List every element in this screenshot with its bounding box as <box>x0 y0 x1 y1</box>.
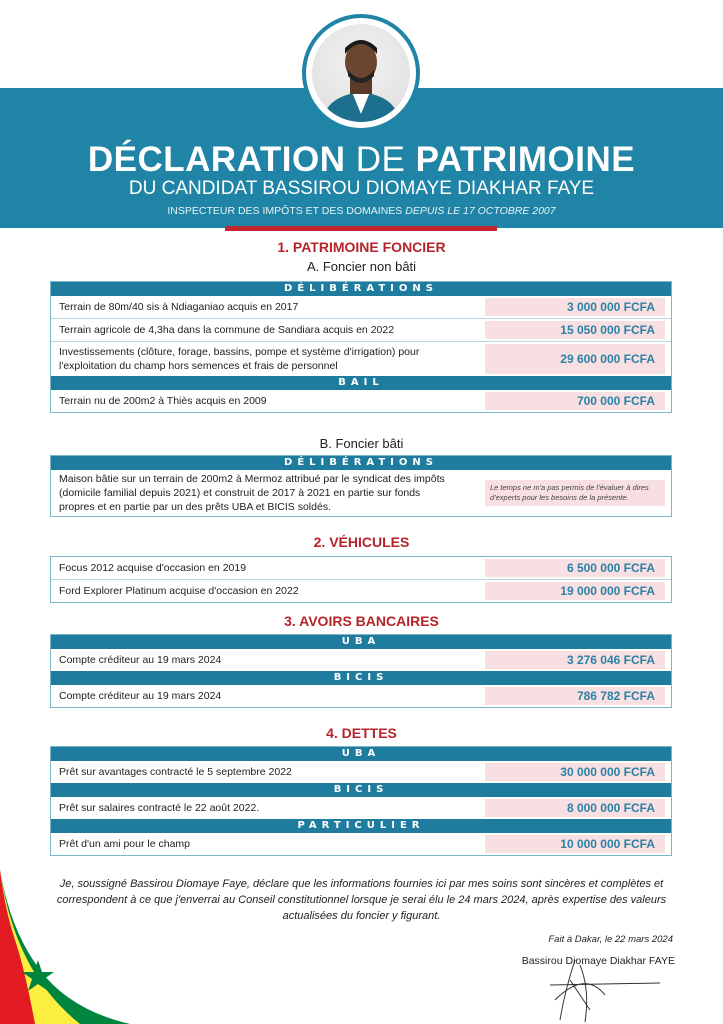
table-header: UBA <box>51 635 671 649</box>
table-vehicules <box>50 556 672 603</box>
table-header: UBA <box>51 747 671 761</box>
table-header: BICIS <box>51 671 671 685</box>
section-title: 4. DETTES <box>326 725 397 741</box>
table-row: Compte créditeur au 19 mars 2024 3 276 046 FCFA <box>51 649 671 671</box>
table-header: BICIS <box>51 783 671 797</box>
senegal-flag-icon <box>0 870 140 1024</box>
signature <box>545 950 665 1024</box>
table-row: Focus 2012 acquise d'occasion en 2019 6 500 000 FCFA <box>51 557 671 579</box>
note: Le temps ne m'a pas permis de l'évaluer à dires d'experts pour les besoins de la présente. <box>485 480 665 506</box>
table-row: Prêt sur salaires contracté le 22 août 2022. 8 000 000 FCFA <box>51 797 671 819</box>
table-row: Prêt sur avantages contracté le 5 septembre 2022 30 000 000 FCFA <box>51 761 671 783</box>
table-row: Ford Explorer Platinum acquise d'occasion en 2022 19 000 000 FCFA <box>51 579 671 602</box>
table-row: Compte créditeur au 19 mars 2024 786 782 FCFA <box>51 685 671 707</box>
candidate-photo <box>302 14 420 132</box>
table-row: Terrain agricole de 4,3ha dans la commune de Sandiara acquis en 2022 15 050 000 FCFA <box>51 318 671 341</box>
subsection-title: A. Foncier non bâti <box>306 259 417 274</box>
section-title: 3. AVOIRS BANCAIRES <box>284 613 439 629</box>
table-row: Terrain nu de 200m2 à Thiès acquis en 2009 700 000 FCFA <box>51 390 671 412</box>
table-header: DÉLIBÉRATIONS <box>51 282 671 296</box>
subsection-title: B. Foncier bâti <box>319 436 404 451</box>
page-subtitle: DU CANDIDAT BASSIROU DIOMAYE DIAKHAR FAYE <box>128 178 595 199</box>
table-dettes <box>50 746 672 856</box>
table-header: DÉLIBÉRATIONS <box>51 456 671 470</box>
declaration-text: Je, soussigné Bassirou Diomaye Faye, déclare que les informations fournies ici par mes soins sont sincères et complètes et correspondent à ce que j'enverrai au Conseil constitutionnel lorsque je serai élu le 24 mars 2024, après expertise des valeurs actualisées du foncier y figurant. <box>56 878 667 922</box>
table-row: Prêt d'un ami pour le champ 10 000 000 FCFA <box>51 833 671 855</box>
signatory-name: Bassirou Diomaye Diakhar FAYE <box>521 955 675 967</box>
table-row: Terrain de 80m/40 sis à Ndiaganiao acquis en 2017 3 000 000 FCFA <box>51 296 671 318</box>
table-row: Investissements (clôture, forage, bassins, pompe et système d'irrigation) pour l'exploitation du champ hors semences et frais de personnel 29 600 000 FCFA <box>51 341 671 376</box>
table-avoirs <box>50 634 672 708</box>
table-foncier-non-bati <box>50 281 672 413</box>
table-row: Maison bâtie sur un terrain de 200m2 à Mermoz attribué par le syndicat des impôts (domicile familial depuis 2021) et construit de 2017 à 2021 en partie sur fonds propres et en partie par un des prêts UBA et BICIS soldés. Le temps ne m'a pas permis de l'évaluer à dires d'experts pour les besoins de la présente. <box>51 470 671 516</box>
section-title: 1. PATRIMOINE FONCIER <box>277 239 446 255</box>
table-header: BAIL <box>51 376 671 390</box>
inspector-line: INSPECTEUR DES IMPÔTS ET DES DOMAINES DEPUIS LE 17 OCTOBRE 2007 <box>167 205 556 217</box>
table-header: PARTICULIER <box>51 819 671 833</box>
divider <box>225 226 497 231</box>
section-title: 2. VÉHICULES <box>313 534 410 550</box>
table-foncier-bati <box>50 455 672 517</box>
page-title: DÉCLARATION DE PATRIMOINE <box>87 140 636 179</box>
place-date: Fait à Dakar, le 22 mars 2024 <box>548 934 673 945</box>
